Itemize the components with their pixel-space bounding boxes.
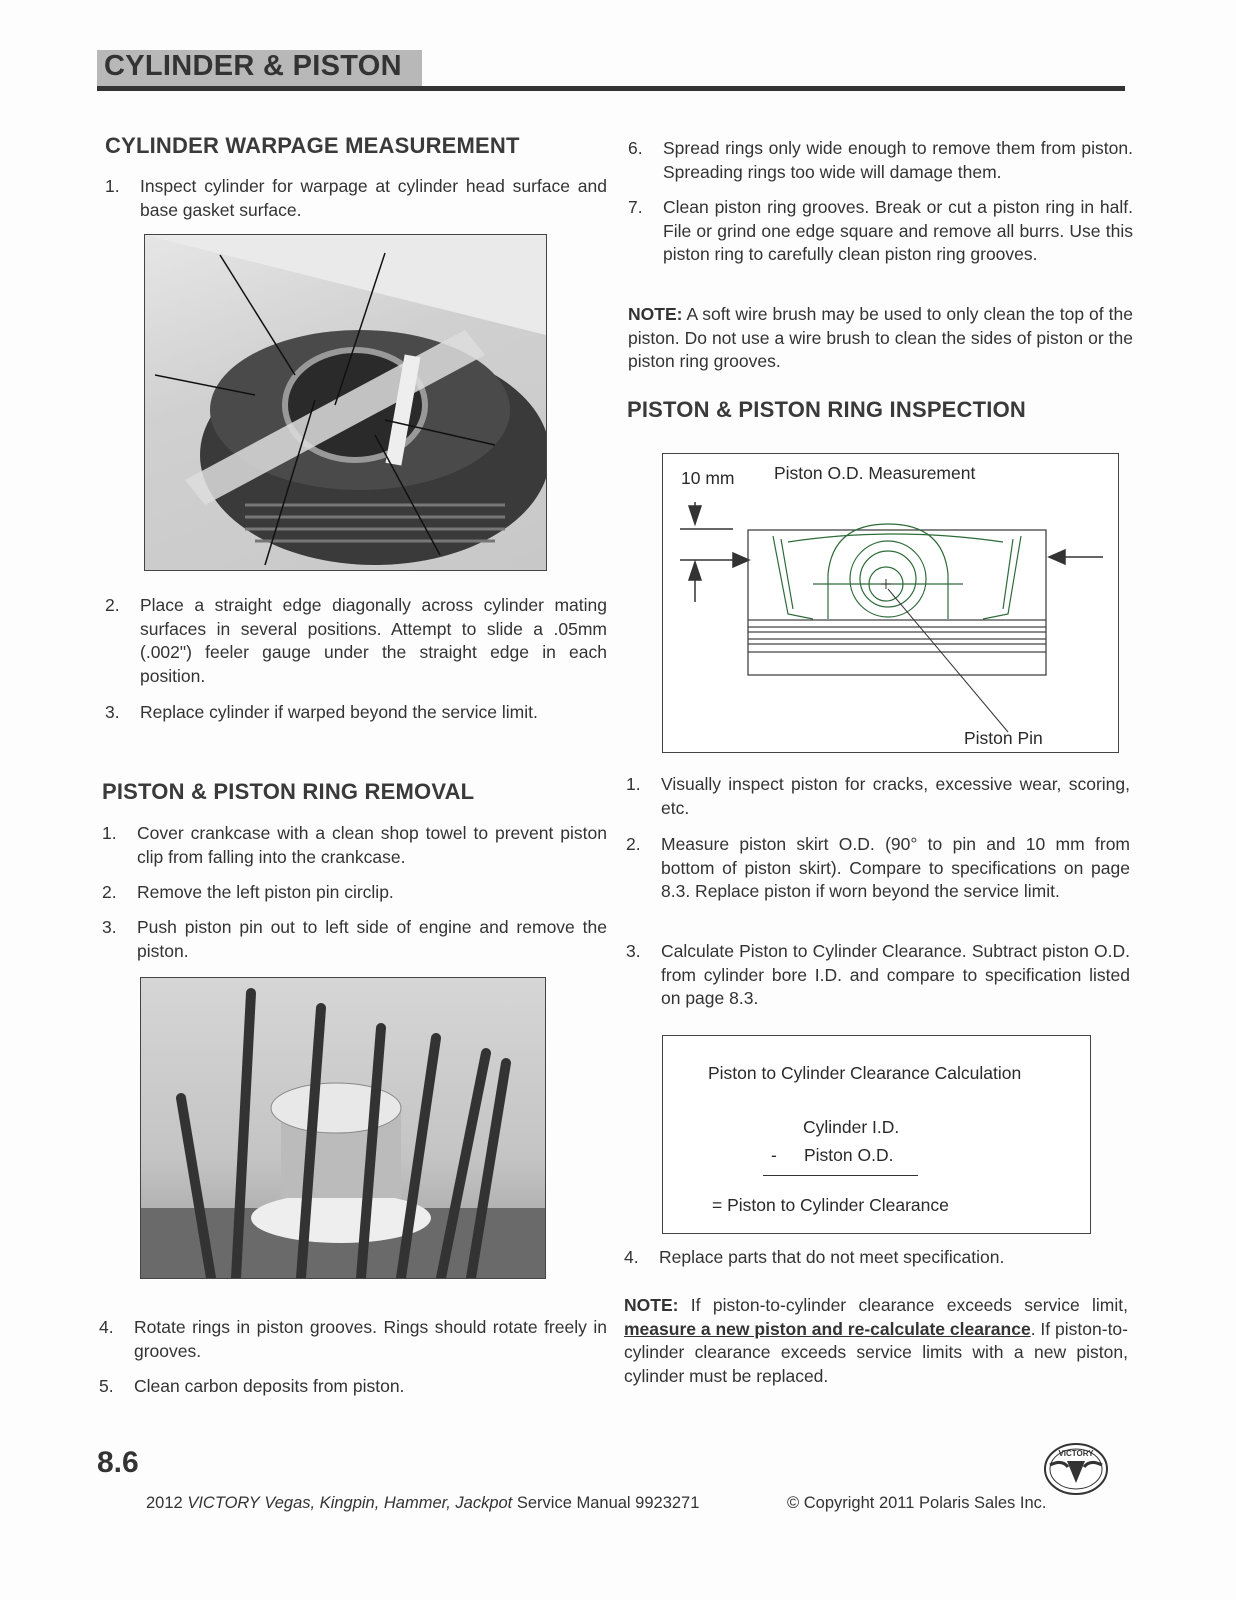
footer-copyright: © Copyright 2011 Polaris Sales Inc. bbox=[787, 1494, 1047, 1512]
page-number: 8.6 bbox=[97, 1446, 139, 1479]
calc-minus: - bbox=[771, 1145, 777, 1165]
step-text: Inspect cylinder for warpage at cylinder head surface and base gasket surface. bbox=[140, 176, 607, 220]
step-text: Visually inspect piston for cracks, excessive wear, scoring, etc. bbox=[661, 774, 1130, 818]
inspection-step-2 bbox=[626, 833, 1130, 904]
removal-step-2 bbox=[102, 881, 607, 905]
dimension-label: 10 mm bbox=[681, 468, 735, 488]
step-text: Remove the left piston pin circlip. bbox=[137, 882, 394, 902]
cylinder-warpage-photo bbox=[144, 234, 547, 571]
step-text: Replace cylinder if warped beyond the service limit. bbox=[140, 702, 538, 722]
step-number: 5. bbox=[99, 1376, 114, 1396]
footer-brand: VICTORY bbox=[187, 1494, 260, 1512]
step-number: 6. bbox=[628, 138, 643, 158]
step-number: 2. bbox=[102, 882, 117, 902]
note-emphasis: measure a new piston and re-calculate clearance bbox=[624, 1318, 1031, 1339]
footer-manual-number: Service Manual 9923271 bbox=[516, 1494, 700, 1512]
step-number: 1. bbox=[105, 176, 120, 196]
piston-on-studs-illustration bbox=[141, 978, 545, 1278]
warpage-step-2 bbox=[105, 594, 607, 688]
note-label: NOTE: bbox=[628, 304, 683, 324]
step-text: Push piston pin out to left side of engine and remove the piston. bbox=[137, 917, 607, 961]
footer-year: 2012 bbox=[146, 1494, 183, 1512]
removal-heading: PISTON & PISTON RING REMOVAL bbox=[102, 779, 475, 804]
step-number: 4. bbox=[624, 1247, 639, 1267]
warpage-step-3 bbox=[105, 701, 607, 725]
piston-od-diagram bbox=[662, 453, 1119, 753]
step-number: 3. bbox=[626, 941, 641, 961]
svg-text:VICTORY: VICTORY bbox=[1058, 1449, 1094, 1458]
calc-result: = Piston to Cylinder Clearance bbox=[712, 1195, 949, 1215]
removal-step-3 bbox=[102, 916, 607, 963]
warpage-step-1 bbox=[105, 175, 607, 222]
removal-step-7 bbox=[628, 196, 1133, 267]
inspection-step-3 bbox=[626, 940, 1130, 1011]
step-text: Clean carbon deposits from piston. bbox=[134, 1376, 405, 1396]
step-text: Measure piston skirt O.D. (90° to pin and 10 mm from bottom of piston skirt). Compare to specifications on page 8.3. Replace piston if worn beyond the service limit. bbox=[661, 834, 1130, 901]
warpage-heading: CYLINDER WARPAGE MEASUREMENT bbox=[105, 133, 520, 158]
piston-removal-photo bbox=[140, 977, 546, 1279]
note-text: If piston-to-cylinder clearance exceeds service limit, bbox=[678, 1295, 1128, 1315]
calc-cylinder-id: Cylinder I.D. bbox=[803, 1117, 900, 1137]
diagram-title: Piston O.D. Measurement bbox=[774, 463, 976, 483]
footer-models: Vegas, Kingpin, Hammer, Jackpot bbox=[264, 1494, 513, 1512]
step-text: Replace parts that do not meet specification. bbox=[659, 1247, 1005, 1267]
inspection-heading: PISTON & PISTON RING INSPECTION bbox=[627, 397, 1026, 422]
removal-step-6 bbox=[628, 137, 1133, 184]
step-number: 1. bbox=[102, 823, 117, 843]
calc-title: Piston to Cylinder Clearance Calculation bbox=[708, 1063, 1022, 1083]
cylinder-straightedge-illustration bbox=[145, 235, 546, 570]
header-rule bbox=[97, 86, 1125, 91]
removal-step-4 bbox=[99, 1316, 607, 1363]
step-text: Cover crankcase with a clean shop towel to prevent piston clip from falling into the crankcase. bbox=[137, 823, 607, 867]
removal-step-5 bbox=[99, 1375, 607, 1399]
inspection-step-1 bbox=[626, 773, 1130, 820]
step-number: 4. bbox=[99, 1317, 114, 1337]
calc-divider bbox=[763, 1175, 918, 1176]
step-number: 3. bbox=[105, 702, 120, 722]
piston-pin-label: Piston Pin bbox=[964, 728, 1043, 748]
step-text: Rotate rings in piston grooves. Rings should rotate freely in grooves. bbox=[134, 1317, 607, 1361]
step-number: 3. bbox=[102, 917, 117, 937]
removal-note bbox=[628, 303, 1133, 374]
note-label: NOTE: bbox=[624, 1295, 679, 1315]
inspection-note bbox=[624, 1294, 1128, 1388]
note-text: . If piston-to-cylinder clearance exceeds service limits with a new piston, cylinder must be replaced. bbox=[624, 1318, 1128, 1386]
step-text: Spread rings only wide enough to remove them from piston. Spreading rings too wide will damage them. bbox=[663, 138, 1133, 182]
step-text: Calculate Piston to Cylinder Clearance. Subtract piston O.D. from cylinder bore I.D. and compare to specification listed on page 8.3. bbox=[661, 941, 1130, 1008]
step-number: 1. bbox=[626, 774, 641, 794]
section-title: CYLINDER & PISTON bbox=[104, 50, 402, 82]
note-text: A soft wire brush may be used to only clean the top of the piston. Do not use a wire brush to clean the sides of piston or the piston ring grooves. bbox=[628, 304, 1133, 371]
removal-step-1 bbox=[102, 822, 607, 869]
clearance-calculation-box bbox=[662, 1035, 1091, 1234]
calc-piston-od: Piston O.D. bbox=[804, 1145, 894, 1165]
step-number: 7. bbox=[628, 197, 643, 217]
piston-drawing bbox=[663, 454, 1118, 752]
step-text: Clean piston ring grooves. Break or cut a piston ring in half. File or grind one edge square and remove all burrs. Use this piston ring to carefully clean piston ring grooves. bbox=[663, 197, 1133, 264]
step-text: Place a straight edge diagonally across cylinder mating surfaces in several positions. Attempt to slide a .05mm (.002") feeler gauge under the straight edge in each position. bbox=[140, 595, 607, 686]
victory-logo bbox=[1042, 1441, 1110, 1497]
inspection-step-4 bbox=[624, 1246, 1128, 1270]
step-number: 2. bbox=[105, 595, 120, 615]
footer-manual-title bbox=[146, 1494, 699, 1513]
step-number: 2. bbox=[626, 834, 641, 854]
